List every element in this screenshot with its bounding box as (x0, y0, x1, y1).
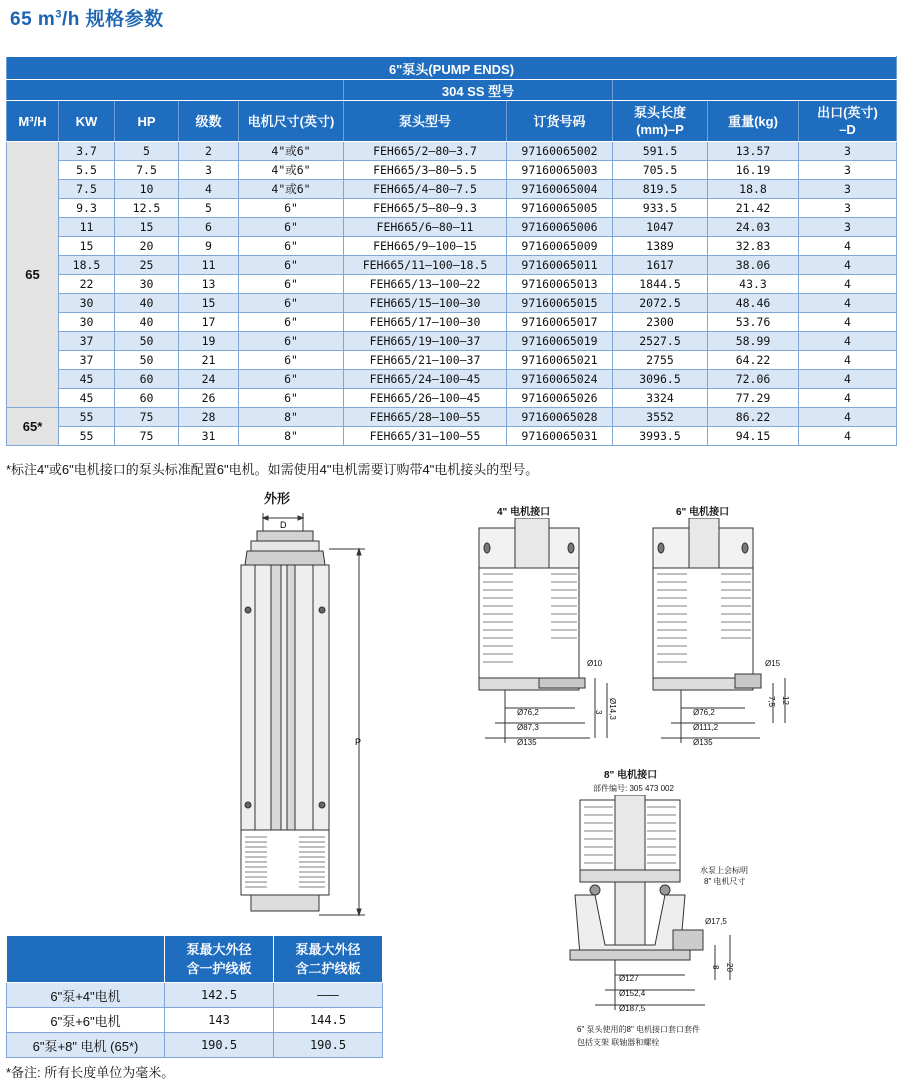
interface-8-part-no: 部件编号: 305 473 002 (593, 784, 674, 793)
table-cell: 37 (59, 332, 115, 351)
column-header: 订货号码 (507, 101, 613, 142)
table-cell: 4 (799, 237, 897, 256)
table-cell: 97160065009 (507, 237, 613, 256)
column-header: 泵头型号 (344, 101, 507, 142)
table-cell: 2072.5 (613, 294, 708, 313)
table-row (7, 237, 897, 256)
table-cell: 72.06 (708, 370, 799, 389)
table-cell: 75 (115, 427, 179, 446)
table-cell: 97160065021 (507, 351, 613, 370)
table-cell: 24.03 (708, 218, 799, 237)
table-cell: 7.5 (115, 161, 179, 180)
table-row (7, 275, 897, 294)
interface-6-drawing (645, 518, 805, 753)
table-cell: 97160065024 (507, 370, 613, 389)
table-row (7, 199, 897, 218)
table-cell: 4 (799, 389, 897, 408)
table-cell: 1047 (613, 218, 708, 237)
table-cell: FEH665/24–100–45 (344, 370, 507, 389)
dim-d-label: D (280, 520, 287, 530)
table-cell: 97160065015 (507, 294, 613, 313)
i4-dim-1: Ø10 (587, 659, 603, 668)
table-cell: 1389 (613, 237, 708, 256)
dia-table-cell: 190.5 (274, 1033, 383, 1058)
column-header: 级数 (179, 101, 239, 142)
table-cell: 97160065003 (507, 161, 613, 180)
table-cell: 77.29 (708, 389, 799, 408)
table-cell: 819.5 (613, 180, 708, 199)
table-cell: 6" (239, 332, 344, 351)
table-cell: 4 (799, 275, 897, 294)
table-cell: FEH665/15–100–30 (344, 294, 507, 313)
i8-dim-1: Ø17,5 (705, 917, 727, 926)
table-row (7, 142, 897, 161)
table-cell: 55 (59, 408, 115, 427)
table-cell: 45 (59, 370, 115, 389)
flow-group-cell: 65* (7, 408, 59, 446)
table-cell: 38.06 (708, 256, 799, 275)
table-cell: 4"或6" (239, 161, 344, 180)
table-cell: FEH665/31–100–55 (344, 427, 507, 446)
table-cell: 591.5 (613, 142, 708, 161)
table-cell: FEH665/26–100–45 (344, 389, 507, 408)
table-cell: 53.76 (708, 313, 799, 332)
motor-note: *标注4"或6"电机接口的泵头标准配置6"电机。如需使用4"电机需要订购带4"电机接头的型号。 (6, 462, 539, 477)
flow-group-cell: 65 (7, 142, 59, 408)
table-cell: 1617 (613, 256, 708, 275)
i4-dim-2: Ø76,2 (517, 708, 539, 717)
table-cell: 3 (799, 199, 897, 218)
table-row (7, 332, 897, 351)
interface-8-drawing (555, 795, 750, 1020)
max-diameter-table (6, 935, 383, 1058)
i4-dim-5: 3 (594, 710, 603, 715)
interface-8-label: 8" 电机接口 (604, 770, 658, 781)
table-cell: 2527.5 (613, 332, 708, 351)
table-cell: FEH665/5–80–9.3 (344, 199, 507, 218)
header-pump-ends: 6"泵头(PUMP ENDS) (7, 57, 897, 80)
table-cell: 3552 (613, 408, 708, 427)
table-cell: 43.3 (708, 275, 799, 294)
table-cell: 21 (179, 351, 239, 370)
table-cell: 20 (115, 237, 179, 256)
table-cell: 6" (239, 351, 344, 370)
header-spacer-right (613, 80, 897, 101)
dia-table-cell: 6"泵+8" 电机 (65*) (7, 1033, 165, 1058)
table-cell: 6" (239, 313, 344, 332)
table-cell: 6" (239, 199, 344, 218)
table-cell: 97160065019 (507, 332, 613, 351)
table-cell: 2755 (613, 351, 708, 370)
table-cell: 97160065004 (507, 180, 613, 199)
table-cell: 21.42 (708, 199, 799, 218)
i4-dim-3: Ø87,3 (517, 723, 539, 732)
table-cell: FEH665/2–80–3.7 (344, 142, 507, 161)
table-cell: FEH665/4–80–7.5 (344, 180, 507, 199)
table-cell: 28 (179, 408, 239, 427)
table-cell: 3 (799, 180, 897, 199)
table-cell: FEH665/17–100–30 (344, 313, 507, 332)
table-cell: FEH665/9–100–15 (344, 237, 507, 256)
table-cell: 15 (179, 294, 239, 313)
table-row (7, 161, 897, 180)
header-spacer (7, 80, 344, 101)
i6-dim-2: Ø76,2 (693, 708, 715, 717)
table-cell: 97160065031 (507, 427, 613, 446)
table-cell: 50 (115, 332, 179, 351)
table-cell: 12.5 (115, 199, 179, 218)
table-cell: 19 (179, 332, 239, 351)
i4-dim-6: Ø14,3 (608, 698, 617, 720)
dia-table-cell: 190.5 (165, 1033, 274, 1058)
table-cell: 4 (179, 180, 239, 199)
table-cell: 16.19 (708, 161, 799, 180)
table-cell: 4 (799, 256, 897, 275)
table-cell: FEH665/3–80–5.5 (344, 161, 507, 180)
table-cell: 3096.5 (613, 370, 708, 389)
table-cell: 40 (115, 313, 179, 332)
table-cell: 15 (59, 237, 115, 256)
table-cell: 60 (115, 370, 179, 389)
table-cell: 97160065011 (507, 256, 613, 275)
table-cell: 4 (799, 351, 897, 370)
column-header: 泵头长度 (mm)–P (613, 101, 708, 142)
table-cell: 40 (115, 294, 179, 313)
table-cell: 3.7 (59, 142, 115, 161)
table-cell: 6" (239, 294, 344, 313)
dia-column-header (7, 936, 165, 983)
table-cell: 22 (59, 275, 115, 294)
dia-table-cell: 6"泵+6"电机 (7, 1008, 165, 1033)
table-cell: 97160065006 (507, 218, 613, 237)
dia-table-row (7, 1008, 383, 1033)
dia-column-header: 泵最大外径 含二护线板 (274, 936, 383, 983)
dia-table-cell: ––– (274, 983, 383, 1008)
column-header: HP (115, 101, 179, 142)
interface-4-drawing (465, 518, 625, 753)
table-cell: 6" (239, 256, 344, 275)
table-cell: 8" (239, 427, 344, 446)
column-header: M³/H (7, 101, 59, 142)
table-cell: 97160065005 (507, 199, 613, 218)
table-cell: 3324 (613, 389, 708, 408)
table-cell: 11 (179, 256, 239, 275)
table-row (7, 313, 897, 332)
table-cell: 3 (799, 218, 897, 237)
table-cell: 10 (115, 180, 179, 199)
dia-table-row (7, 1033, 383, 1058)
table-cell: 4 (799, 427, 897, 446)
table-cell: 94.15 (708, 427, 799, 446)
table-cell: 97160065028 (507, 408, 613, 427)
column-header: KW (59, 101, 115, 142)
table-cell: FEH665/19–100–37 (344, 332, 507, 351)
table-cell: 55 (59, 427, 115, 446)
dia-column-header: 泵最大外径 含一护线板 (165, 936, 274, 983)
column-header: 重量(kg) (708, 101, 799, 142)
table-cell: 6" (239, 218, 344, 237)
table-cell: 48.46 (708, 294, 799, 313)
dia-table-cell: 6"泵+4"电机 (7, 983, 165, 1008)
table-cell: 4"或6" (239, 142, 344, 161)
table-cell: 13.57 (708, 142, 799, 161)
table-cell: 4"或6" (239, 180, 344, 199)
table-cell: 30 (59, 313, 115, 332)
interface-6-label: 6" 电机接口 (676, 507, 730, 518)
i8-dim-3: Ø152,4 (619, 989, 646, 998)
table-cell: 4 (799, 332, 897, 351)
table-cell: 97160065017 (507, 313, 613, 332)
table-cell: 60 (115, 389, 179, 408)
table-cell: 7.5 (59, 180, 115, 199)
table-row (7, 294, 897, 313)
dim-p-label: P (355, 737, 362, 747)
table-cell: 18.8 (708, 180, 799, 199)
dia-table-cell: 142.5 (165, 983, 274, 1008)
table-cell: 13 (179, 275, 239, 294)
column-header: 电机尺寸(英寸) (239, 101, 344, 142)
table-cell: FEH665/28–100–55 (344, 408, 507, 427)
table-row (7, 256, 897, 275)
table-cell: 6 (179, 218, 239, 237)
table-cell: 4 (799, 313, 897, 332)
table-cell: 3 (179, 161, 239, 180)
table-cell: 5 (115, 142, 179, 161)
table-cell: 58.99 (708, 332, 799, 351)
interface-8-foot-2: 包括支架 联轴器和螺栓 (577, 1038, 660, 1047)
table-cell: 97160065026 (507, 389, 613, 408)
i8-dim-4: Ø187,5 (619, 1004, 646, 1013)
table-cell: 2300 (613, 313, 708, 332)
table-cell: 37 (59, 351, 115, 370)
interface-8-foot-1: 6" 泵头使用的8" 电机接口套口套件 (577, 1025, 701, 1034)
table-cell: 18.5 (59, 256, 115, 275)
dia-table-cell: 143 (165, 1008, 274, 1033)
table-cell: 3 (799, 161, 897, 180)
table-cell: 705.5 (613, 161, 708, 180)
i6-dim-3: Ø111,2 (693, 723, 719, 732)
interface-8-note-2: 8" 电机尺寸 (704, 877, 746, 886)
table-row (7, 427, 897, 446)
table-cell: 4 (799, 370, 897, 389)
table-cell: 32.83 (708, 237, 799, 256)
table-cell: 86.22 (708, 408, 799, 427)
interface-4-label: 4" 电机接口 (497, 507, 551, 518)
table-cell: 25 (115, 256, 179, 275)
table-cell: 6" (239, 237, 344, 256)
spec-table (6, 56, 897, 446)
i6-dim-6: 12 (781, 696, 790, 705)
table-cell: 31 (179, 427, 239, 446)
table-cell: FEH665/11–100–18.5 (344, 256, 507, 275)
table-cell: 75 (115, 408, 179, 427)
table-cell: 50 (115, 351, 179, 370)
dia-table-row (7, 983, 383, 1008)
table-cell: 97160065002 (507, 142, 613, 161)
table-cell: 6" (239, 389, 344, 408)
table-cell: 1844.5 (613, 275, 708, 294)
column-header: 出口(英寸) –D (799, 101, 897, 142)
table-row (7, 218, 897, 237)
page-title: 65 $m^3/h$ 规格参数 (10, 8, 164, 30)
table-row (7, 180, 897, 199)
table-cell: 4 (799, 408, 897, 427)
table-cell: FEH665/21–100–37 (344, 351, 507, 370)
table-row (7, 370, 897, 389)
table-cell: 4 (799, 294, 897, 313)
table-cell: 3993.5 (613, 427, 708, 446)
i8-dim-5: 8 (711, 965, 720, 970)
table-cell: 64.22 (708, 351, 799, 370)
i6-dim-1: Ø15 (765, 659, 781, 668)
table-cell: 6" (239, 275, 344, 294)
table-cell: 8" (239, 408, 344, 427)
i4-dim-4: Ø135 (517, 738, 537, 747)
table-cell: 9 (179, 237, 239, 256)
header-model-group: 304 SS 型号 (344, 80, 613, 101)
units-note: *备注: 所有长度单位为毫米。 (6, 1065, 175, 1080)
table-cell: 97160065013 (507, 275, 613, 294)
table-cell: 30 (59, 294, 115, 313)
table-cell: 15 (115, 218, 179, 237)
pump-outline-drawing (225, 505, 375, 925)
table-cell: FEH665/6–80–11 (344, 218, 507, 237)
table-row (7, 389, 897, 408)
i8-dim-6: 20 (725, 963, 734, 972)
i6-dim-4: Ø135 (693, 738, 713, 747)
dia-table-cell: 144.5 (274, 1008, 383, 1033)
table-row (7, 408, 897, 427)
table-cell: 26 (179, 389, 239, 408)
i8-dim-2: Ø127 (619, 974, 639, 983)
table-cell: 45 (59, 389, 115, 408)
table-cell: 30 (115, 275, 179, 294)
table-cell: 11 (59, 218, 115, 237)
table-cell: 6" (239, 370, 344, 389)
table-cell: FEH665/13–100–22 (344, 275, 507, 294)
interface-8-note-1: 水泵上会标明 (700, 866, 748, 875)
outline-label: 外形 (264, 491, 291, 506)
table-cell: 5 (179, 199, 239, 218)
i6-dim-5: 7,5 (767, 696, 776, 708)
table-cell: 5.5 (59, 161, 115, 180)
table-cell: 3 (799, 142, 897, 161)
table-cell: 24 (179, 370, 239, 389)
table-cell: 933.5 (613, 199, 708, 218)
table-cell: 2 (179, 142, 239, 161)
table-row (7, 351, 897, 370)
table-cell: 9.3 (59, 199, 115, 218)
table-cell: 17 (179, 313, 239, 332)
